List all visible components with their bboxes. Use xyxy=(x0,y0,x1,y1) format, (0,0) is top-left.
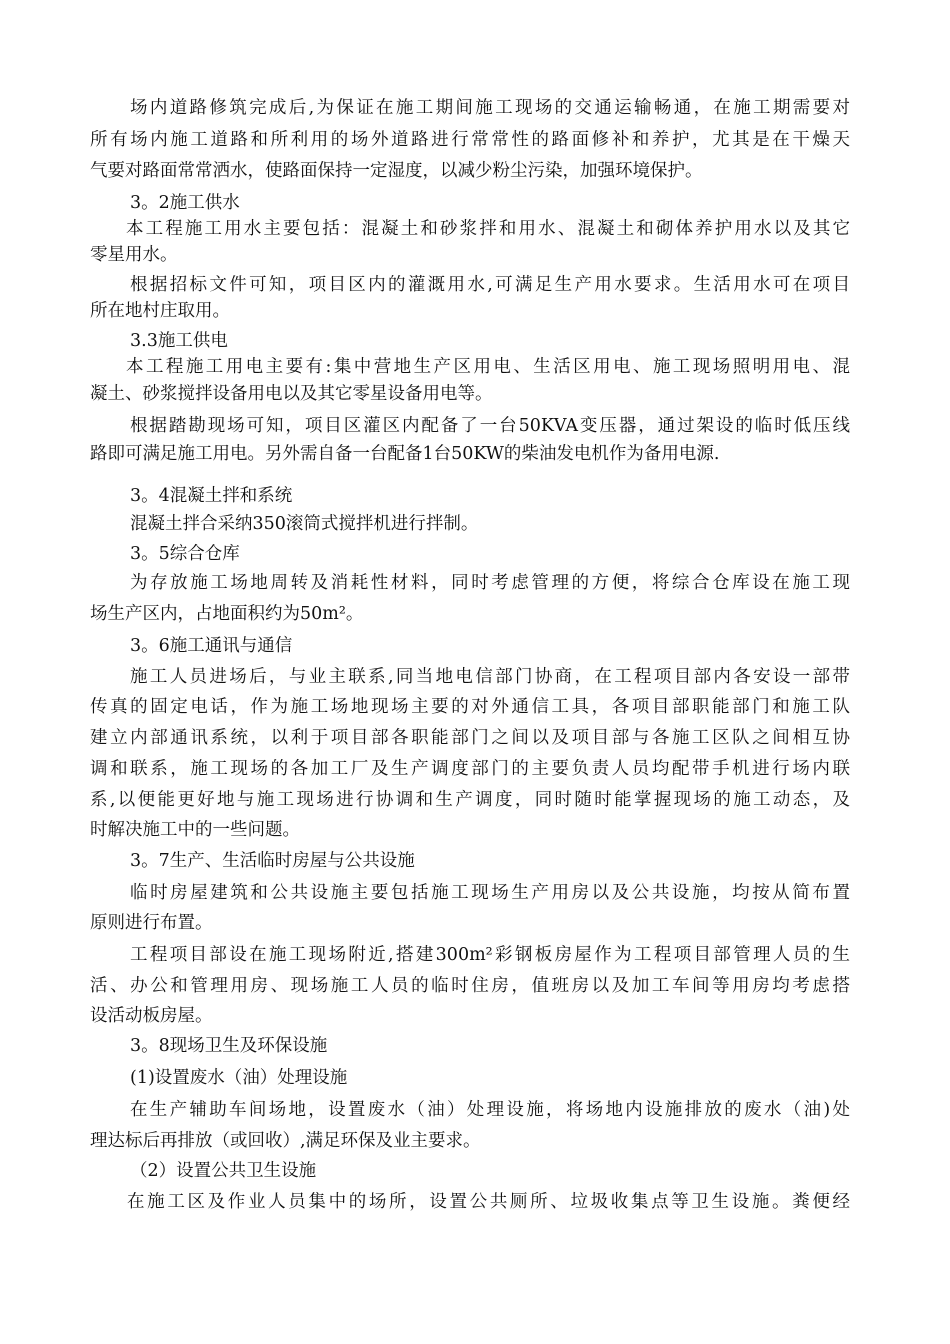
paragraph-line: 系,以便能更好地与施工现场进行协调和生产调度，同时随时能掌握现场的施工动态，及 xyxy=(90,790,850,810)
section-heading: 3。6施工通讯与通信 xyxy=(130,636,293,656)
paragraph-line: 本工程施工用电主要有:集中营地生产区用电、生活区用电、施工现场照明用电、混 xyxy=(126,357,850,377)
paragraph-line: 所在地村庄取用。 xyxy=(90,301,230,321)
paragraph-line: 临时房屋建筑和公共设施主要包括施工现场生产用房以及公共设施，均按从简布置 xyxy=(130,883,850,903)
section-heading: 3.3施工供电 xyxy=(130,331,228,351)
section-heading: 3。2施工供水 xyxy=(130,193,240,213)
paragraph-line: 原则进行布置。 xyxy=(90,913,213,933)
paragraph-line: 根据招标文件可知，项目区内的灌溉用水,可满足生产用水要求。生活用水可在项目 xyxy=(130,275,850,295)
paragraph-line: 气要对路面常常洒水，使路面保持一定湿度，以减少粉尘污染，加强环境保护。 xyxy=(90,161,703,181)
subsection-heading: (1)设置废水（油）处理设施 xyxy=(130,1068,348,1088)
section-heading: 3。5综合仓库 xyxy=(130,544,240,564)
paragraph-line: 路即可满足施工用电。另外需自备一台配备1台50KW的柴油发电机作为备用电源. xyxy=(90,444,720,464)
paragraph-line: 零星用水。 xyxy=(90,245,178,265)
paragraph-line: 为存放施工场地周转及消耗性材料，同时考虑管理的方便，将综合仓库设在施工现 xyxy=(130,573,850,593)
paragraph-line: 在施工区及作业人员集中的场所，设置公共厕所、垃圾收集点等卫生设施。粪便经 xyxy=(127,1192,850,1212)
section-heading: 3。4混凝土拌和系统 xyxy=(130,486,293,506)
section-heading: 3。8现场卫生及环保设施 xyxy=(130,1036,328,1056)
paragraph-line: 混凝土拌合采纳350滚筒式搅拌机进行拌制。 xyxy=(130,514,479,534)
paragraph-line: 本工程施工用水主要包括：混凝土和砂浆拌和用水、混凝土和砌体养护用水以及其它 xyxy=(126,219,850,239)
paragraph-line: 场生产区内，占地面积约为50m²。 xyxy=(90,604,364,624)
paragraph-line: 建立内部通讯系统，以利于项目部各职能部门之间以及项目部与各施工区队之间相互协 xyxy=(90,728,850,748)
paragraph-line: 调和联系，施工现场的各加工厂及生产调度部门的主要负责人员均配带手机进行场内联 xyxy=(90,759,850,779)
paragraph-line: 在生产辅助车间场地，设置废水（油）处理设施，将场地内设施排放的废水（油)处 xyxy=(130,1100,850,1120)
paragraph-line: 传真的固定电话，作为施工场地现场主要的对外通信工具，各项目部职能部门和施工队 xyxy=(90,697,850,717)
paragraph-line: 时解决施工中的一些问题。 xyxy=(90,820,300,840)
paragraph-line: 活、办公和管理用房、现场施工人员的临时住房，值班房以及加工车间等用房均考虑搭 xyxy=(90,976,850,996)
paragraph-line: 凝土、砂浆搅拌设备用电以及其它零星设备用电等。 xyxy=(90,384,493,404)
paragraph-line: 理达标后再排放（或回收）,满足环保及业主要求。 xyxy=(90,1131,481,1151)
subsection-heading: （2）设置公共卫生设施 xyxy=(130,1161,317,1181)
paragraph-line: 设活动板房屋。 xyxy=(90,1006,213,1026)
paragraph-line: 施工人员进场后，与业主联系,同当地电信部门协商，在工程项目部内各安设一部带 xyxy=(130,667,850,687)
paragraph-line: 工程项目部设在施工现场附近,搭建300m²彩钢板房屋作为工程项目部管理人员的生 xyxy=(130,945,850,965)
paragraph-line: 根据踏勘现场可知，项目区灌区内配备了一台50KVA变压器，通过架设的临时低压线 xyxy=(130,416,850,436)
paragraph-line: 场内道路修筑完成后,为保证在施工期间施工现场的交通运输畅通，在施工期需要对 xyxy=(130,98,850,118)
section-heading: 3。7生产、生活临时房屋与公共设施 xyxy=(130,851,415,871)
paragraph-line: 所有场内施工道路和所利用的场外道路进行常常性的路面修补和养护，尤其是在干燥天 xyxy=(90,130,850,150)
